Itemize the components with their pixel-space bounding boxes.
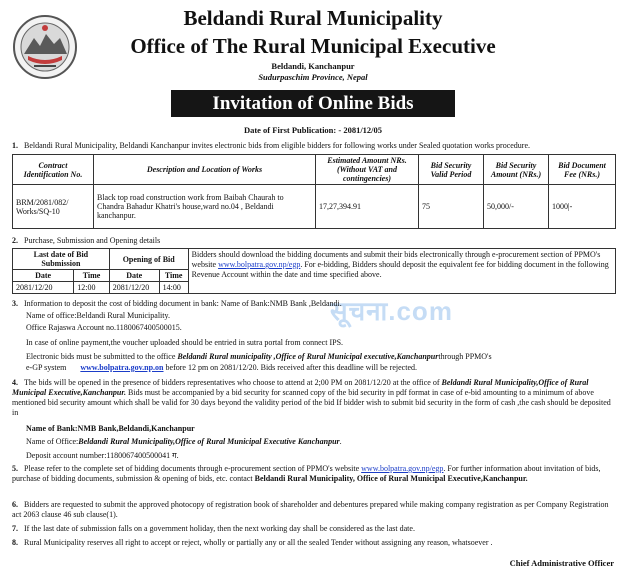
item-1 [12, 141, 616, 151]
bolpatra-link[interactable]: www.bolpatra.gov.np.on [80, 363, 164, 372]
watermark: सूचना.com [330, 296, 453, 326]
hdr-date-2: Date [109, 270, 159, 282]
item-2 [12, 236, 616, 246]
office-name: Office of The Rural Municipal Executive [130, 34, 496, 58]
cell-description: Black top road construction work from Baibah Chaurah to Chandra Bahadur Khatri's house,ward no.04 , Beldandi kanchanpur. [94, 185, 316, 229]
item-4-bank: Name of Bank:NMB Bank,Beldandi,Kanchanpur [26, 424, 195, 433]
signature-title: Chief Administrative Officer [509, 558, 614, 568]
item-3-submit: Electronic bids must be submitted to the office Beldandi Rural municipality ,Office of Rural Municipal executive,Kanchanpurthrough PPMO's [26, 352, 492, 361]
item-4: 4. The bids will be opened in the presence of bidders representatives who choose to attend at 2;00 PM on 2081/12/20 at the office of Beldandi Rural Municipality,Office of Rural Municipal Executive,Kanchanpur. Bids must be accompanied by a bid security for scanned copy of the bid security in pdf format in case of e-bid amounting to a minimum of above mentioned bid security amount which shall be valid for 30 days beyond the validity period of the bid If bidder wish to submit bid security in the form of cash ,the cash should be deposited in [12, 378, 611, 417]
item-3-online: In case of online payment,the voucher uploaded should be entried in sutra portal from connect IPS. [26, 338, 344, 347]
cell-estimated-amount: 17,27,394.91 [316, 185, 419, 229]
cell-sub-time: 12:00 [74, 282, 110, 294]
province: Sudurpaschim Province, Nepal [258, 72, 368, 82]
hdr-time-2: Time [159, 270, 188, 282]
org-name: Beldandi Rural Municipality [183, 6, 443, 30]
notice-banner: Invitation of Online Bids [171, 90, 455, 117]
cell-open-time: 14:00 [159, 282, 188, 294]
col-document-fee: Bid Document Fee (NRs.) [549, 155, 616, 185]
cell-document-fee: 1000|- [549, 185, 616, 229]
item-5: 5. Please refer to the complete set of bidding documents through e-procurement section of PPMO's website www.bolpatra.gov.np/egp. For further information about invitation of bids, purchase of bidding documents, submission & opening of bids, etc. contact Beldandi Rural Municipality, Office of Rural Municipal Executive,Kanchanpur. [12, 464, 601, 483]
item-1-text: Beldandi Rural Municipality, Beldandi Kanchanpur invites electronic bids from eligible bidders for following works under Sealed quotation works procedure. [24, 141, 531, 150]
col-valid-period: Bid Security Valid Period [419, 155, 484, 185]
item-4-office: Name of Office:Beldandi Rural Municipality,Office of Rural Municipal Executive Kanchanpur. [26, 437, 342, 446]
col-estimated-amount: Estimated Amount NRs. (Without VAT and contingencies) [316, 155, 419, 185]
col-description: Description and Location of Works [94, 155, 316, 185]
table-row [13, 185, 616, 229]
item-3: 3. Information to deposit the cost of bidding document in bank: Name of Bank:NMB Bank ,Beldandi. [12, 299, 342, 308]
cell-open-date: 2081/12/20 [109, 282, 159, 294]
bolpatra-link[interactable]: www.bolpatra.gov.np/egp [218, 260, 301, 269]
schedule-table [12, 248, 616, 294]
cell-contract-id: BRM/2081/082/ Works/SQ-10 [13, 185, 94, 229]
hdr-opening: Opening of Bid [109, 249, 188, 270]
item-2-text: Purchase, Submission and Opening details [24, 236, 161, 245]
hdr-time-1: Time [74, 270, 110, 282]
cell-valid-period: 75 [419, 185, 484, 229]
item-number: 2. [12, 236, 18, 245]
address: Beldandi, Kanchanpur [271, 61, 355, 71]
item-7: 7. If the last date of submission falls on a government holiday, then the next working day shall be considered as the last date. [12, 524, 415, 533]
hdr-date-1: Date [13, 270, 74, 282]
bolpatra-egp-link[interactable]: www.bolpatra.gov.np/egp [361, 464, 444, 473]
col-security-amount: Bid Security Amount (NRs.) [484, 155, 549, 185]
col-contract-id: Contract Identification No. [13, 155, 94, 185]
hdr-last-date: Last date of Bid Submission [13, 249, 110, 270]
item-4-deposit: Deposit account number:1180067400500041 ग. [26, 451, 179, 460]
works-table-header [13, 155, 616, 185]
cell-sub-date: 2081/12/20 [13, 282, 74, 294]
works-table [12, 154, 616, 229]
publication-date: Date of First Publication: - 2081/12/05 [243, 125, 383, 135]
cell-security-amount: 50,000/- [484, 185, 549, 229]
item-3-office: Name of office:Beldandi Rural Municipality. [26, 311, 170, 320]
schedule-note: Bidders should download the bidding documents and submit their bids electronically through e-procurement section of PPMO's website www.bolpatra.gov.np/egp. For e-bidding, Bidders should deposit the equivalent fee for bidding document in the following Revenue Account within the date and time specified above. [188, 249, 615, 294]
item-3-account: Office Rajaswa Account no.1180067400500015. [26, 323, 182, 332]
item-8: 8. Rural Municipality reserves all right to accept or reject, wholly or partially any or all the sealed Tender without assigning any reason, whatsoever . [12, 538, 493, 547]
item-6: 6. Bidders are requested to submit the approved photocopy of registration book of shareholder and debentures prepared while making company registration as per Company Registration act 2063 clause 46 sub clause(1). [12, 500, 609, 519]
item-3-egp: e-GP system www.bolpatra.gov.np.on before 12 pm on 2081/12/20. Bids received after this deadline will be rejected. [26, 363, 417, 372]
item-number: 1. [12, 141, 18, 150]
